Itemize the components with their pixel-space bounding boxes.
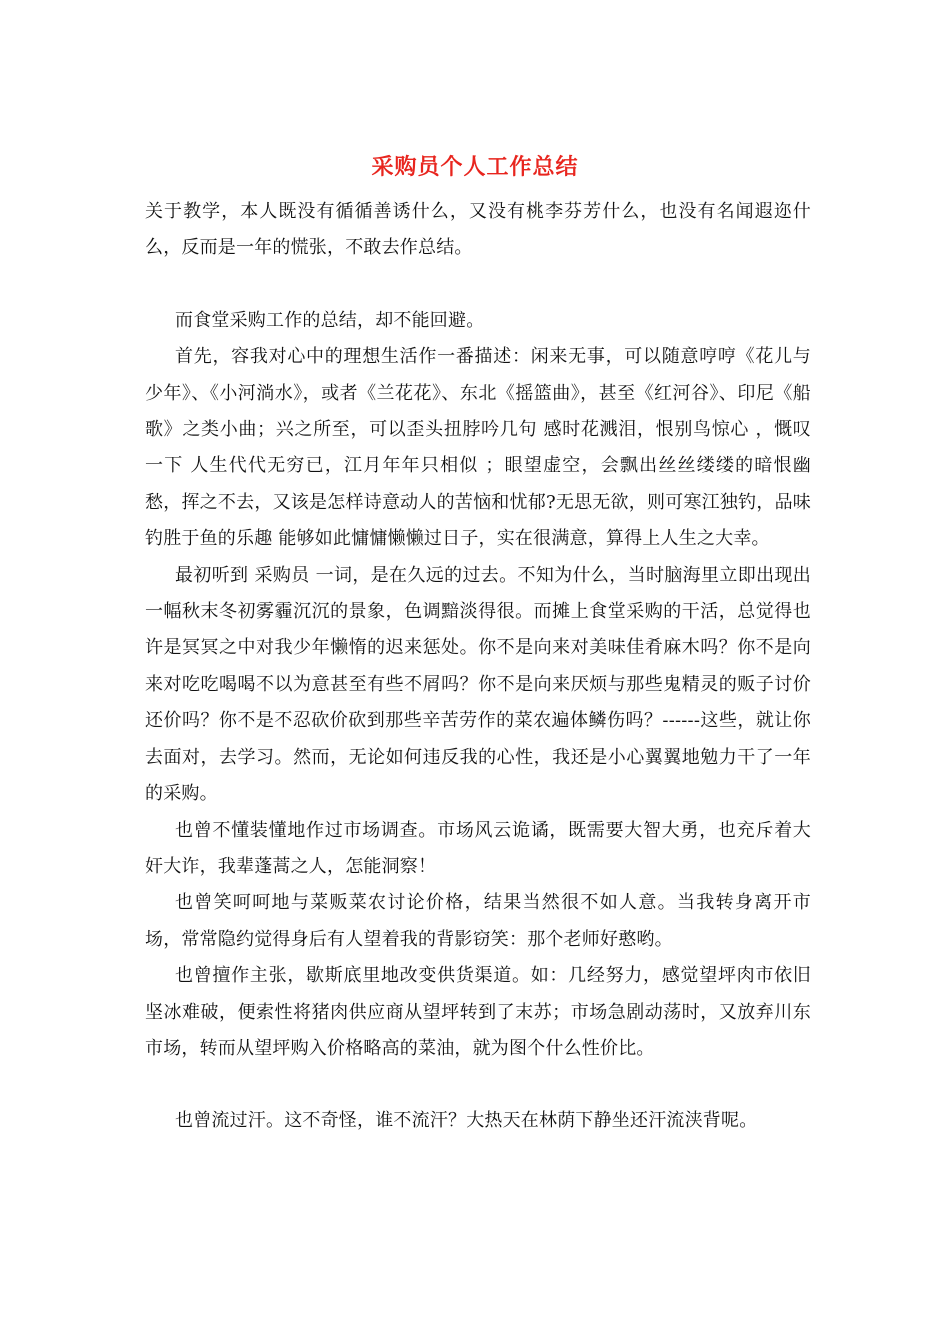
document-title: 采购员个人工作总结: [371, 155, 579, 180]
paragraph-intro: 关于教学，本人既没有循循善诱什么，又没有桃李芬芳什么，也没有名闻遐迩什么，反而是一年的慌张，不敢去作总结。: [145, 201, 811, 259]
paragraph-market-survey: 也曾不懂装懂地作过市场调查。市场风云诡谲，既需要大智大勇，也充斥着大奸大诈，我辈蓬蒿之人，怎能洞察！: [145, 819, 811, 877]
paragraph-gap: [145, 1067, 811, 1103]
document-body: [145, 194, 811, 1140]
paragraph-gap: [145, 267, 811, 303]
paragraph-supply-channel: 也曾擅作主张，歇斯底里地改变供货渠道。如：几经努力，感觉望坪肉市依旧坚冰难破，便索性将猪肉供应商从望坪转到了末苏；市场急剧动荡时，又放弃川东市场，转而从望坪购入价格略高的菜油，就为图个什么性价比。: [145, 965, 811, 1059]
paragraph-price-talk: 也曾笑呵呵地与菜贩菜农讨论价格，结果当然很不如人意。当我转身离开市场，常常隐约觉得身后有人望着我的背影窃笑：那个老师好憨哟。: [145, 892, 811, 950]
paragraph-sweat: 也曾流过汗。这不奇怪，谁不流汗？大热天在林荫下静坐还汗流浃背呢。: [175, 1110, 758, 1132]
paragraph-first-heard: 最初听到 采购员 一词，是在久远的过去。不知为什么，当时脑海里立即出现出一幅秋末冬初雾霾沉沉的景象，色调黯淡得很。而摊上食堂采购的干活，总觉得也许是冥冥之中对我少年懒惰的迟来惩处。你不是向来对美味佳肴麻木吗？你不是向来对吃吃喝喝不以为意甚至有些不屑吗？你不是向来厌烦与那些鬼精灵的贩子讨价还价吗？你不是不忍砍价砍到那些辛苦劳作的菜农遍体鳞伤吗？------这些，就让你去面对，去学习。然而，无论如何违反我的心性，我还是小心翼翼地勉力干了一年的采购。: [145, 564, 811, 805]
paragraph-canteen: 而食堂采购工作的总结，却不能回避。: [175, 309, 485, 331]
paragraph-ideal-life: 首先，容我对心中的理想生活作一番描述：闲来无事，可以随意哼哼《花儿与少年》、《小河淌水》，或者《兰花花》、东北《摇篮曲》，甚至《红河谷》、印尼《船歌》之类小曲；兴之所至，可以歪头扭脖吟几句 感时花溅泪，恨别鸟惊心 ，慨叹一下 人生代代无穷已，江月年年只相似 ；眼望虚空，会飘出丝丝缕缕的暗恨幽愁，挥之不去，又该是怎样诗意动人的苦恼和忧郁?无思无欲，则可寒江独钓，品味钓胜于鱼的乐趣 能够如此慵慵懒懒过日子，实在很满意，算得上人生之大幸。: [145, 346, 811, 550]
